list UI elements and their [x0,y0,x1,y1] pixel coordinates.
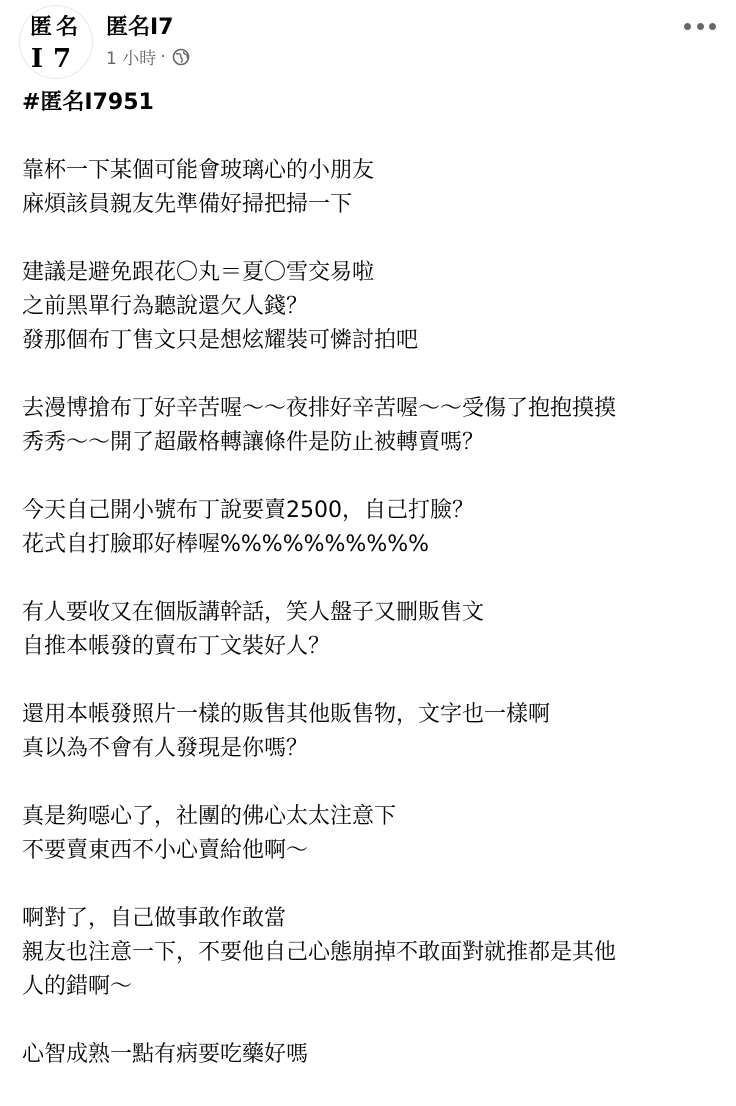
post-text [22,154,722,1072]
post-text-line: 去漫博搶布丁好辛苦喔～～夜排好辛苦喔～～受傷了抱抱摸摸 [22,396,617,421]
post-text-line: 不要賣東西不小心賣給他啊～ [22,838,309,863]
post-paragraph [22,596,722,664]
post-paragraph [22,256,722,358]
post-meta [106,44,190,69]
post-header [0,0,736,80]
post-paragraph [22,494,722,562]
post-paragraph [22,392,722,460]
post-text-line: 秀秀～～開了超嚴格轉讓條件是防止被轉賣嗎？ [22,430,485,455]
post-text-line: 有人要收又在個版講幹話，笑人盤子又刪販售文 [22,600,485,625]
post-paragraph [22,1038,722,1072]
avatar-text-bottom: I7 [30,44,82,74]
post-text-line: 人的錯啊～ [22,974,133,999]
post-text-line: 花式自打臉耶好棒喔%%%%%%%%%% [22,532,430,557]
post-text-line: 靠杯一下某個可能會玻璃心的小朋友 [22,158,375,183]
hashtag-link[interactable]: #匿名I7951 [22,90,154,115]
author-name[interactable]: 匿名I7 [106,15,174,40]
post-timestamp[interactable]: 1 小時 [106,49,157,69]
globe-icon[interactable] [172,48,190,66]
post-text-line: 發那個布丁售文只是想炫耀裝可憐討拍吧 [22,328,419,353]
post-paragraph [22,698,722,766]
post-text-line: 建議是避免跟花〇丸＝夏〇雪交易啦 [22,260,375,285]
post-text-line: 啊對了，自己做事敢作敢當 [22,906,287,931]
post-text-line: 今天自己開小號布丁說要賣2500，自己打臉？ [22,498,474,523]
more-options-icon[interactable] [684,14,716,38]
post-text-line: 自推本帳發的賣布丁文裝好人？ [22,634,331,659]
post-paragraph [22,800,722,868]
post-text-line: 真是夠噁心了，社團的佛心太太注意下 [22,804,397,829]
meta-separator: · [160,46,166,67]
avatar-text-top: 匿名 [29,14,82,40]
post-body [22,86,722,1106]
post-text-line: 還用本帳發照片一樣的販售其他販售物，文字也一樣啊 [22,702,551,727]
post-text-line: 麻煩該員親友先準備好掃把掃一下 [22,192,353,217]
post-text-line: 真以為不會有人發現是你嗎？ [22,736,309,761]
post-text-line: 親友也注意一下，不要他自己心態崩掉不敢面對就推都是其他 [22,940,617,965]
post-text-line: 之前黑單行為聽說還欠人錢？ [22,294,309,319]
post-paragraph [22,902,722,1004]
avatar[interactable] [20,6,92,78]
post-text-line: 心智成熟一點有病要吃藥好嗎 [22,1042,309,1067]
post-paragraph [22,154,722,222]
